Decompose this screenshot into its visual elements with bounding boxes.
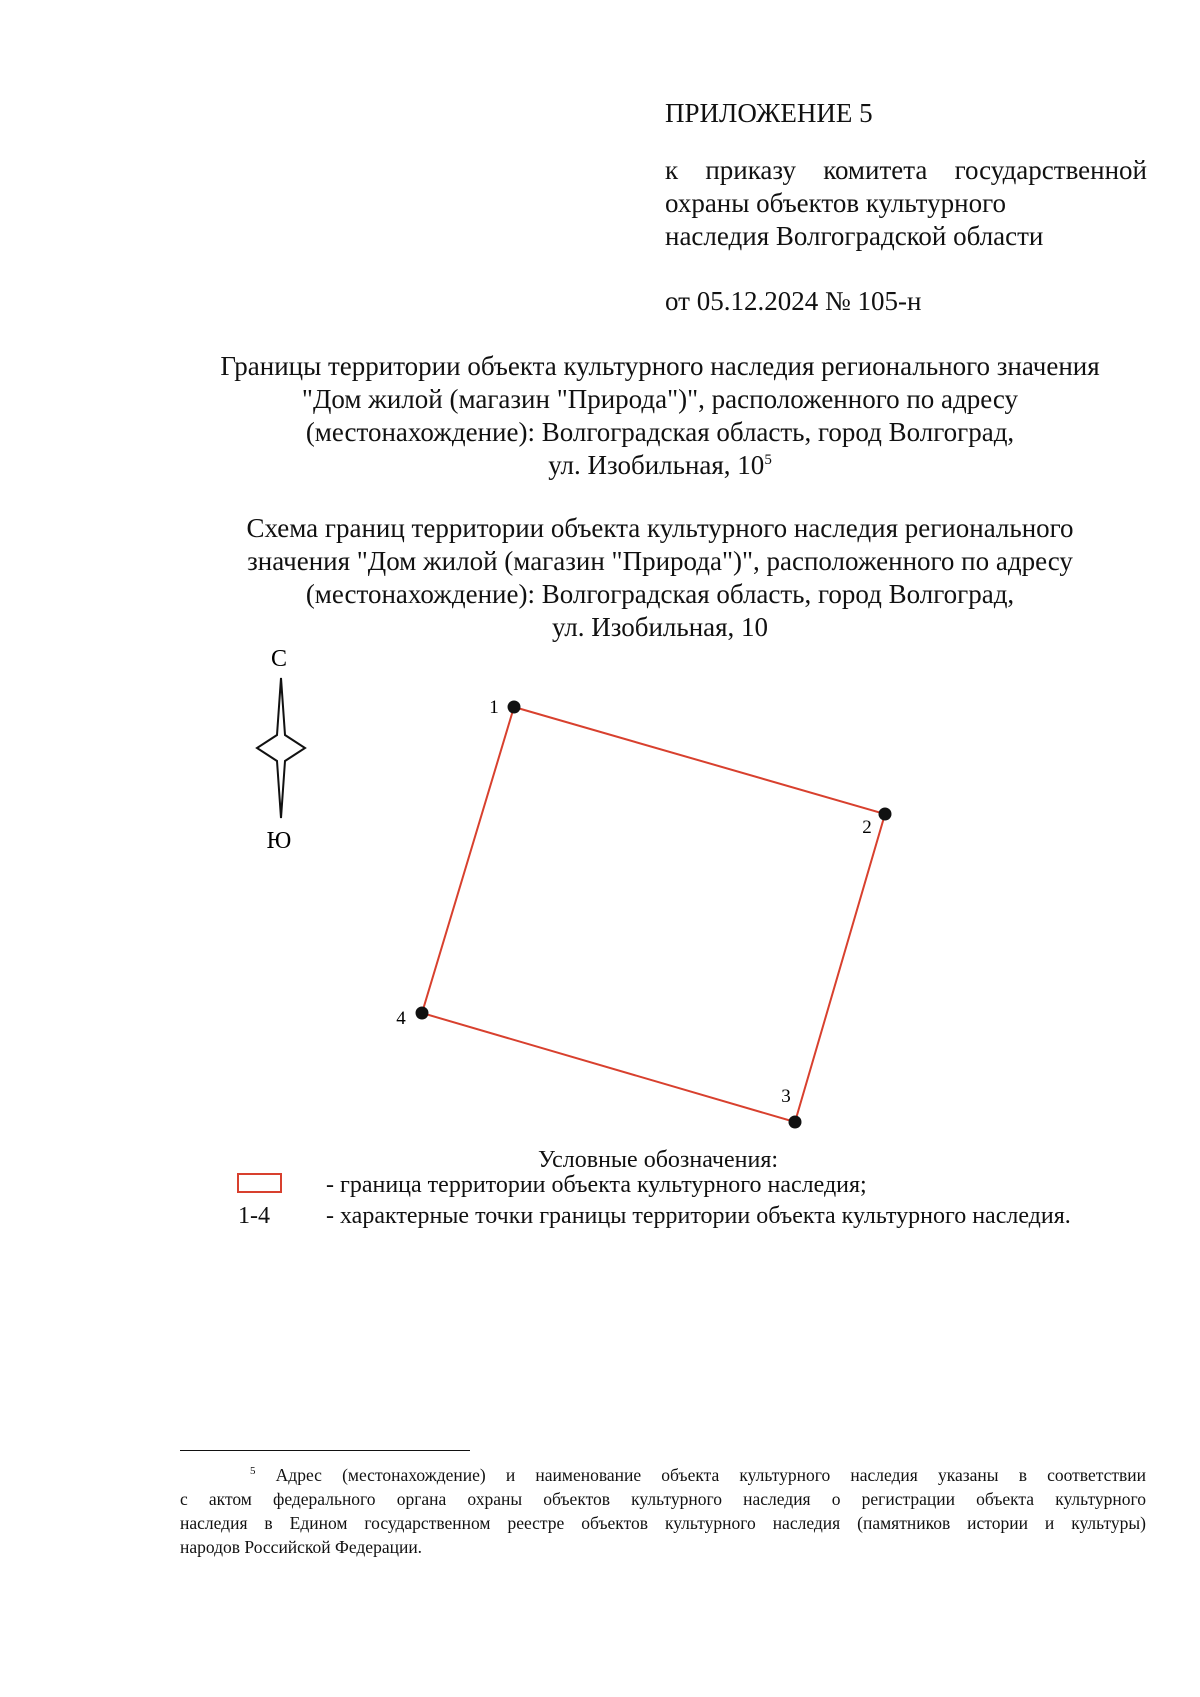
boundary-point-1 xyxy=(508,701,521,714)
heading-line: Границы территории объекта культурного наследия регионального значения xyxy=(220,351,1100,381)
legend-points-description: - характерные точки границы территории объекта культурного наследия. xyxy=(326,1203,1071,1229)
boundary-point-3 xyxy=(789,1116,802,1129)
footnote-number: 5 xyxy=(250,1465,256,1478)
footnote-divider xyxy=(180,1450,470,1451)
heading-line: значения "Дом жилой (магазин "Природа")", расположенного по адресу xyxy=(247,546,1073,576)
heading-line: "Дом жилой (магазин "Природа")", расположенного по адресу xyxy=(301,384,1019,414)
order-reference-line: наследия Волгоградской области xyxy=(665,221,1044,251)
order-reference-line: к приказу комитета государственной xyxy=(665,155,1147,185)
boundary-point-label: 2 xyxy=(862,817,872,838)
legend-points-label: 1-4 xyxy=(238,1203,270,1229)
footnote-text: Адрес (местонахождение) и наименование объекта культурного наследия указаны в соответствии xyxy=(275,1465,1147,1485)
heading-line: (местонахождение): Волгоградская область, город Волгоград, xyxy=(305,579,1015,609)
compass-south-label: Ю xyxy=(266,828,292,854)
order-date: от 05.12.2024 № 105-н xyxy=(665,286,922,316)
heading-address-text: ул. Изобильная, 10 xyxy=(548,450,765,480)
legend-title: Условные обозначения: xyxy=(538,1147,779,1173)
heading-line: ул. Изобильная, 10 xyxy=(551,612,769,642)
boundary-point-2 xyxy=(879,808,892,821)
footnote-line: народов Российской Федерации. xyxy=(180,1537,423,1557)
order-reference-line: охраны объектов культурного xyxy=(665,188,1006,218)
footnote-line xyxy=(180,1463,1146,1487)
footnote xyxy=(180,1463,1146,1559)
footnote-line: с актом федерального органа охраны объектов культурного наследия о регистрации объекта культурного xyxy=(180,1489,1146,1509)
territory-boundary-line xyxy=(422,707,885,1122)
appendix-title: ПРИЛОЖЕНИЕ 5 xyxy=(665,98,873,128)
boundary-point-label: 1 xyxy=(489,697,499,718)
heading-line: Схема границ территории объекта культурного наследия регионального xyxy=(246,513,1074,543)
compass-arrow-icon xyxy=(257,678,305,818)
footnote-reference: 5 xyxy=(764,452,772,468)
boundary-point-label: 4 xyxy=(396,1008,406,1029)
boundary-point-4 xyxy=(416,1007,429,1020)
boundary-point-label: 3 xyxy=(781,1086,791,1107)
heading-line: (местонахождение): Волгоградская область, город Волгоград, xyxy=(305,417,1015,447)
compass-north-label: С xyxy=(270,646,288,672)
legend-boundary-swatch xyxy=(237,1173,282,1193)
footnote-line: наследия в Едином государственном реестре объектов культурного наследия (памятников истории и культуры) xyxy=(180,1513,1146,1533)
legend-boundary-description: - граница территории объекта культурного наследия; xyxy=(326,1172,867,1198)
compass-icon xyxy=(257,646,305,854)
